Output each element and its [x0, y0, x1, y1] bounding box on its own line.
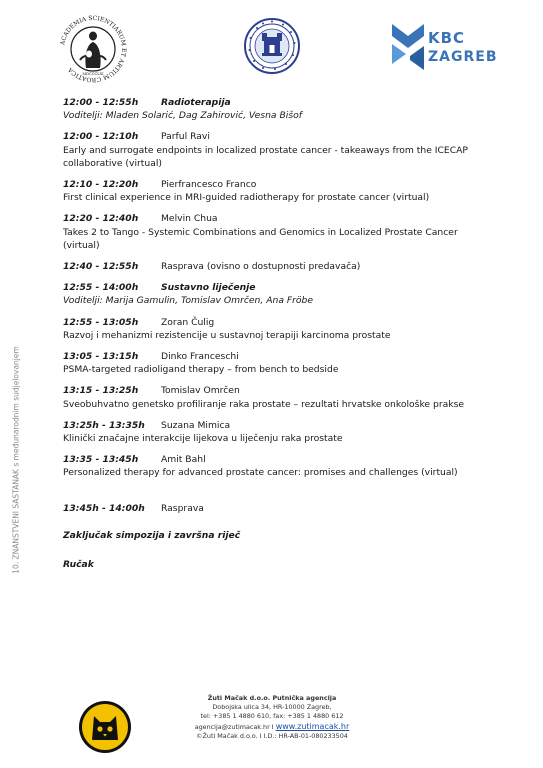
talk-title: PSMA-targeted radioligand therapy – from bench to bedside	[63, 364, 339, 376]
time-slot: 12:40 - 12:55h	[63, 261, 139, 273]
moderators: Voditelji: Mladen Solarić, Dag Zahirović, Vesna Bišof	[63, 110, 302, 122]
talk-title: Sveobuhvatno genetsko profiliranje raka prostate – rezultati hrvatske onkološke prakse	[63, 398, 465, 410]
address: Dobojska ulica 34, HR-10000 Zagreb,	[212, 703, 332, 712]
speaker-name: Amit Bahl	[161, 454, 206, 466]
talk-item	[63, 384, 483, 410]
discussion-item	[63, 502, 483, 515]
zagreb-text: ZAGREB	[428, 49, 498, 65]
time-slot: 12:00 - 12:55h	[63, 97, 139, 108]
discussion-item	[63, 260, 483, 273]
header-logos	[0, 0, 543, 92]
talk-title: Personalized therapy for advanced prostate cancer: promises and challenges (virtual)	[63, 467, 458, 479]
email-link[interactable]: agencija@zutimacak.hr	[194, 722, 270, 731]
speaker-name: Tomislav Omrčen	[161, 385, 240, 397]
talk-title: Klinički značajne interakcije lijekova u liječenju raka prostate	[63, 433, 343, 445]
talk-item	[63, 212, 483, 252]
time-slot: 12:55 - 13:05h	[63, 316, 139, 328]
program-schedule	[63, 96, 483, 587]
talk-title: Takes 2 to Tango - Systemic Combinations and Genomics in Localized Prostate Cancer (virtual)	[63, 226, 458, 251]
side-vertical-label: 10. ZNANSTVENI SASTANAK s međunarodnim sudjelovanjem	[11, 346, 21, 574]
discussion-label: Rasprava (ovisno o dostupnosti predavača)	[161, 261, 361, 273]
moderators: Voditelji: Marija Gamulin, Tomislav Omrčen, Ana Fröbe	[63, 295, 314, 307]
website-link[interactable]: www.zutimacak.hr	[275, 721, 350, 731]
talk-item	[63, 130, 483, 170]
time-slot: 13:35 - 13:45h	[63, 454, 139, 466]
time-slot: 13:15 - 13:25h	[63, 385, 139, 397]
talk-title: First clinical experience in MRI-guided radiotherapy for prostate cancer (virtual)	[63, 192, 430, 204]
svg-text:MDCCCLXI: MDCCCLXI	[82, 72, 104, 76]
time-slot: 13:05 - 13:15h	[63, 351, 139, 363]
city-seal-logo	[243, 17, 301, 75]
closing-remarks: Zaključak simpozija i završna riječ	[63, 529, 241, 541]
talk-title: Early and surrogate endpoints in localized prostate cancer - takeaways from the ICECAP collaborative (virtual)	[63, 144, 468, 169]
talk-title: Razvoj i mehanizmi rezistencije u sustavnoj terapiji karcinoma prostate	[63, 329, 391, 341]
talk-item	[63, 419, 483, 445]
section-title: Radioterapija	[161, 97, 231, 108]
time-slot: 12:55 - 14:00h	[63, 282, 139, 294]
section-header	[63, 96, 483, 122]
time-slot: 12:20 - 12:40h	[63, 213, 139, 225]
footer	[0, 688, 543, 768]
separator: I	[271, 722, 274, 731]
speaker-name: Melvin Chua	[161, 213, 218, 225]
time-slot: 12:00 - 12:10h	[63, 131, 139, 143]
section-header	[63, 281, 483, 307]
talk-item	[63, 350, 483, 376]
speaker-name: Suzana Mimica	[161, 419, 231, 431]
talk-item	[63, 178, 483, 204]
time-slot: 13:45h - 14:00h	[63, 502, 145, 514]
kbc-mark-icon	[390, 22, 426, 72]
legal-id: ©Žuti Mačak d.o.o. I I.D.: HR-AB-01-080233504	[196, 731, 348, 740]
yellow-cat-logo	[78, 700, 132, 754]
time-slot: 13:25h - 13:35h	[63, 419, 145, 431]
discussion-label: Rasprava	[161, 502, 204, 514]
kbc-zagreb-logo	[390, 22, 510, 76]
lunch: Ručak	[63, 559, 94, 571]
contact-links	[182, 722, 362, 732]
speaker-name: Pierfrancesco Franco	[161, 179, 257, 191]
speaker-name: Parful Ravi	[161, 131, 210, 143]
talk-item	[63, 453, 483, 479]
academy-seal-logo	[56, 12, 130, 86]
phone-fax: tel: +385 1 4880 610, fax: +385 1 4880 612	[200, 712, 344, 721]
kbc-text: KBC	[428, 29, 466, 47]
section-title: Sustavno liječenje	[161, 282, 256, 294]
company-name: Žuti Mačak d.o.o. Putnička agencija	[207, 694, 337, 702]
speaker-name: Dinko Franceschi	[161, 351, 239, 363]
time-slot: 12:10 - 12:20h	[63, 179, 139, 191]
svg-text:ACADEMIA SCIENTIARUM ET ARTIUM: ACADEMIA SCIENTIARUM ET ARTIUM CROATICA	[59, 14, 128, 84]
agency-contact	[182, 694, 362, 741]
talk-item	[63, 316, 483, 342]
speaker-name: Zoran Čulig	[161, 316, 215, 328]
